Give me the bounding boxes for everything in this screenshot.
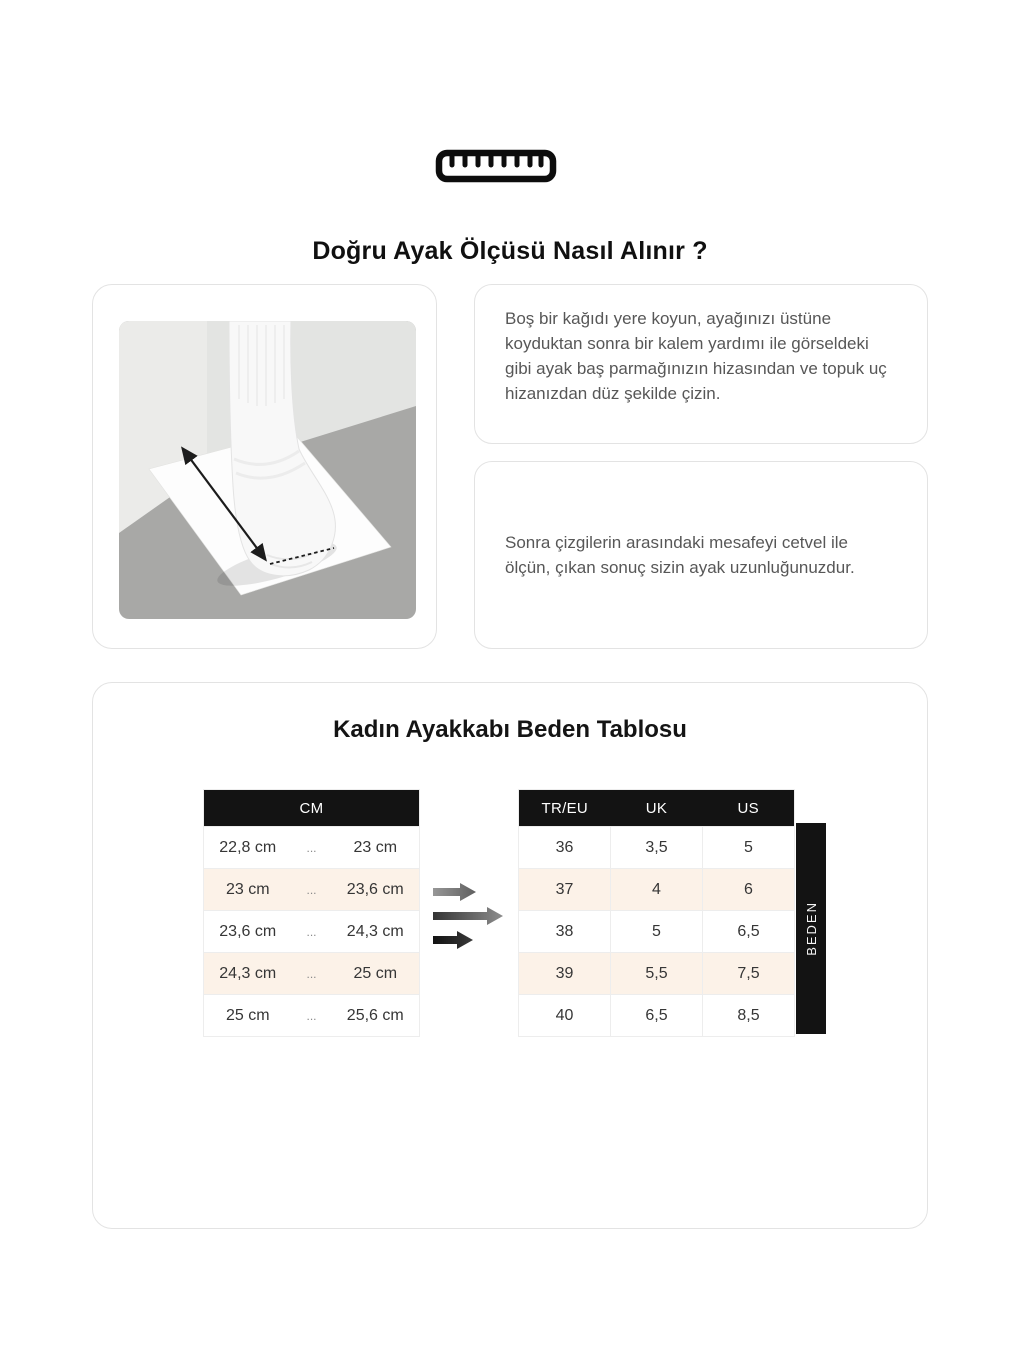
page-title: Doğru Ayak Ölçüsü Nasıl Alınır ? [312,236,708,265]
size-section-title: Kadın Ayakkabı Beden Tablosu [333,716,687,743]
foot-photo-card [92,284,437,649]
instruction-step-2-text: Sonra çizgilerin arasındaki mesafeyi cetvel ile ölçün, çıkan sonuç sizin ayak uzunluğunuzdur. [505,533,855,577]
size-table-card [92,682,928,1229]
cm-table [203,789,420,1037]
table-row: 39 5,5 7,5 [519,953,795,995]
ruler-icon [435,149,557,183]
size-table-header-row [519,790,795,827]
table-row: 23 cm ... 23,6 cm [204,869,420,911]
foot-measurement-photo [119,321,416,619]
cm-table-header: CM [204,790,420,827]
table-row: 38 5 6,5 [519,911,795,953]
table-row: 22,8 cm ... 23 cm [204,827,420,869]
instruction-step-1-text: Boş bir kağıdı yere koyun, ayağınızı üstüne koyduktan sonra bir kalem yardımı ile görseldeki gibi ayak baş parmağınızın hizasından ve topuk uç hizanızdan düz şekilde çizin. [505,309,887,403]
table-row: 36 3,5 5 [519,827,795,869]
instructions-column [474,284,928,649]
beden-side-label [796,823,826,1034]
instruction-step-1 [474,284,928,444]
table-row: 24,3 cm ... 25 cm [204,953,420,995]
instruction-step-2 [474,461,928,649]
table-row: 40 6,5 8,5 [519,995,795,1037]
range-dots: ... [292,953,332,995]
range-dots: ... [292,827,332,869]
international-size-table [518,789,795,1037]
col-header-us: US [703,790,795,827]
range-dots: ... [292,911,332,953]
measure-section [92,284,928,649]
beden-side-label-text: BEDEN [803,901,819,956]
range-dots: ... [292,869,332,911]
range-dots: ... [292,995,332,1037]
table-row: 37 4 6 [519,869,795,911]
col-header-uk: UK [611,790,703,827]
table-row: 25 cm ... 25,6 cm [204,995,420,1037]
table-row: 23,6 cm ... 24,3 cm [204,911,420,953]
transfer-arrows-icon [433,883,503,949]
col-header-tr-eu: TR/EU [519,790,611,827]
cm-table-header-row [204,790,420,827]
